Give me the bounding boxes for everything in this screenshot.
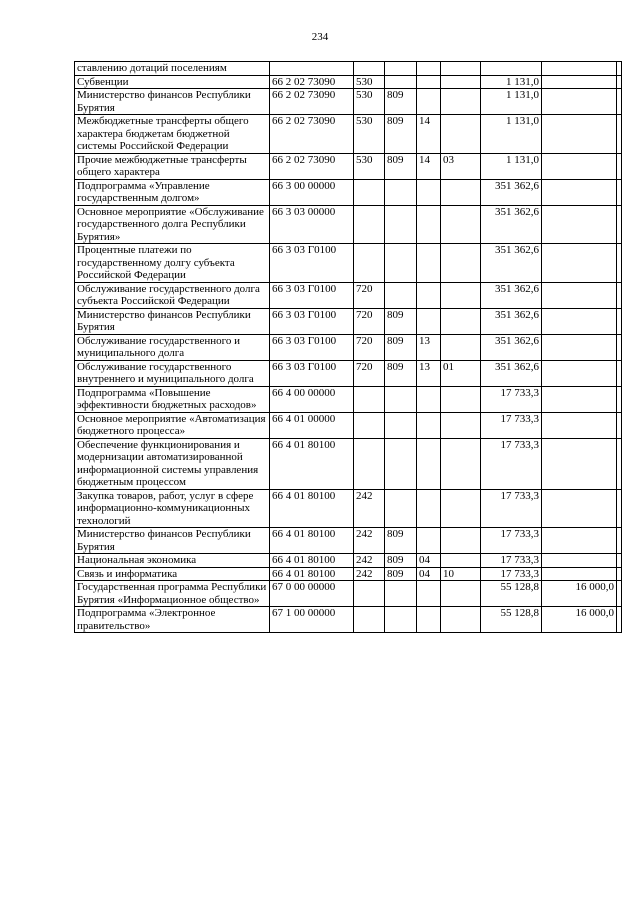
row-empty-cell <box>617 89 622 115</box>
row-code-cell: 66 2 02 73090 <box>270 115 354 154</box>
row-expense-type-cell: 720 <box>354 282 385 308</box>
row-section-cell <box>417 607 441 633</box>
row-section-cell <box>417 89 441 115</box>
row-empty-cell <box>617 554 622 568</box>
row-sum-cell: 17 733,3 <box>481 386 542 412</box>
row-section-cell: 04 <box>417 554 441 568</box>
row-subsection-cell <box>441 75 481 89</box>
row-section-cell <box>417 282 441 308</box>
row-code-cell: 66 4 00 00000 <box>270 386 354 412</box>
row-section-cell: 13 <box>417 334 441 360</box>
row-subsection-cell <box>441 89 481 115</box>
table-row <box>75 308 622 334</box>
row-ministry-cell <box>385 179 417 205</box>
row-empty-cell <box>617 607 622 633</box>
row-sum2-cell <box>542 386 617 412</box>
row-expense-type-cell: 242 <box>354 528 385 554</box>
row-subsection-cell <box>441 554 481 568</box>
row-name-cell: Обслуживание государственного внутреннего и муниципального долга <box>75 360 270 386</box>
row-empty-cell <box>617 334 622 360</box>
row-sum2-cell <box>542 308 617 334</box>
row-name-cell: Подпрограмма «Повышение эффективности бюджетных расходов» <box>75 386 270 412</box>
row-sum-cell: 55 128,8 <box>481 607 542 633</box>
row-name-cell: Субвенции <box>75 75 270 89</box>
row-name-cell: Связь и информатика <box>75 567 270 581</box>
row-name-cell: Обслуживание государственного долга субъекта Российской Федерации <box>75 282 270 308</box>
row-expense-type-cell <box>354 581 385 607</box>
row-name-cell: Национальная экономика <box>75 554 270 568</box>
row-code-cell: 66 2 02 73090 <box>270 89 354 115</box>
row-empty-cell <box>617 412 622 438</box>
row-code-cell: 66 4 01 80100 <box>270 528 354 554</box>
row-sum-cell: 17 733,3 <box>481 567 542 581</box>
budget-table <box>74 61 622 633</box>
row-ministry-cell <box>385 62 417 76</box>
row-name-cell: Министерство финансов Республики Бурятия <box>75 89 270 115</box>
table-row <box>75 205 622 244</box>
row-name-cell: Основное мероприятие «Автоматизация бюджетного процесса» <box>75 412 270 438</box>
row-name-cell: ставлению дотаций поселениям <box>75 62 270 76</box>
row-expense-type-cell <box>354 438 385 489</box>
row-subsection-cell <box>441 179 481 205</box>
row-sum2-cell <box>542 179 617 205</box>
row-section-cell <box>417 75 441 89</box>
table-row <box>75 282 622 308</box>
row-expense-type-cell <box>354 179 385 205</box>
row-sum2-cell <box>542 554 617 568</box>
row-sum2-cell <box>542 115 617 154</box>
row-sum-cell: 17 733,3 <box>481 489 542 528</box>
row-sum-cell <box>481 62 542 76</box>
table-row <box>75 62 622 76</box>
row-empty-cell <box>617 75 622 89</box>
row-section-cell <box>417 438 441 489</box>
row-name-cell: Закупка товаров, работ, услуг в сфере информационно-коммуникационных технологий <box>75 489 270 528</box>
row-section-cell <box>417 412 441 438</box>
row-sum-cell: 351 362,6 <box>481 205 542 244</box>
row-ministry-cell: 809 <box>385 567 417 581</box>
row-section-cell <box>417 581 441 607</box>
row-ministry-cell <box>385 75 417 89</box>
row-ministry-cell: 809 <box>385 89 417 115</box>
row-code-cell <box>270 62 354 76</box>
row-section-cell: 04 <box>417 567 441 581</box>
row-subsection-cell <box>441 282 481 308</box>
table-row <box>75 153 622 179</box>
row-empty-cell <box>617 244 622 283</box>
row-sum-cell: 351 362,6 <box>481 308 542 334</box>
row-section-cell <box>417 489 441 528</box>
row-sum-cell: 17 733,3 <box>481 438 542 489</box>
row-subsection-cell: 10 <box>441 567 481 581</box>
row-section-cell <box>417 308 441 334</box>
row-sum-cell: 351 362,6 <box>481 179 542 205</box>
row-code-cell: 66 4 01 80100 <box>270 567 354 581</box>
row-subsection-cell <box>441 386 481 412</box>
row-subsection-cell <box>441 438 481 489</box>
row-name-cell: Подпрограмма «Электронное правительство» <box>75 607 270 633</box>
row-section-cell: 14 <box>417 115 441 154</box>
row-ministry-cell <box>385 205 417 244</box>
row-ministry-cell <box>385 386 417 412</box>
row-ministry-cell <box>385 489 417 528</box>
budget-table-body <box>75 62 622 633</box>
row-empty-cell <box>617 62 622 76</box>
row-expense-type-cell <box>354 244 385 283</box>
row-subsection-cell <box>441 62 481 76</box>
row-sum-cell: 1 131,0 <box>481 75 542 89</box>
table-row <box>75 244 622 283</box>
row-code-cell: 66 4 01 80100 <box>270 438 354 489</box>
row-subsection-cell <box>441 244 481 283</box>
row-ministry-cell <box>385 282 417 308</box>
row-subsection-cell <box>441 489 481 528</box>
row-name-cell: Обслуживание государственного и муниципального долга <box>75 334 270 360</box>
table-row <box>75 115 622 154</box>
row-expense-type-cell: 242 <box>354 567 385 581</box>
row-empty-cell <box>617 581 622 607</box>
row-empty-cell <box>617 438 622 489</box>
table-row <box>75 334 622 360</box>
row-code-cell: 66 3 03 Г0100 <box>270 308 354 334</box>
row-sum2-cell <box>542 62 617 76</box>
row-sum2-cell <box>542 334 617 360</box>
row-ministry-cell: 809 <box>385 554 417 568</box>
row-sum-cell: 1 131,0 <box>481 89 542 115</box>
row-code-cell: 66 4 01 00000 <box>270 412 354 438</box>
row-sum-cell: 17 733,3 <box>481 554 542 568</box>
row-subsection-cell <box>441 115 481 154</box>
row-sum-cell: 55 128,8 <box>481 581 542 607</box>
row-ministry-cell <box>385 438 417 489</box>
row-ministry-cell <box>385 607 417 633</box>
row-ministry-cell: 809 <box>385 360 417 386</box>
row-expense-type-cell: 242 <box>354 489 385 528</box>
row-sum2-cell <box>542 528 617 554</box>
row-section-cell <box>417 205 441 244</box>
row-sum2-cell <box>542 153 617 179</box>
row-sum-cell: 1 131,0 <box>481 115 542 154</box>
row-name-cell: Основное мероприятие «Обслуживание государственного долга Республики Бурятия» <box>75 205 270 244</box>
row-expense-type-cell: 530 <box>354 153 385 179</box>
row-name-cell: Министерство финансов Республики Бурятия <box>75 528 270 554</box>
table-row <box>75 607 622 633</box>
table-row <box>75 554 622 568</box>
row-name-cell: Подпрограмма «Управление государственным долгом» <box>75 179 270 205</box>
row-sum2-cell <box>542 489 617 528</box>
row-subsection-cell <box>441 528 481 554</box>
row-empty-cell <box>617 282 622 308</box>
row-section-cell: 14 <box>417 153 441 179</box>
row-code-cell: 66 3 03 00000 <box>270 205 354 244</box>
row-ministry-cell: 809 <box>385 153 417 179</box>
row-ministry-cell <box>385 412 417 438</box>
row-sum-cell: 17 733,3 <box>481 412 542 438</box>
row-expense-type-cell: 530 <box>354 89 385 115</box>
row-empty-cell <box>617 528 622 554</box>
row-empty-cell <box>617 205 622 244</box>
row-expense-type-cell: 720 <box>354 334 385 360</box>
row-sum2-cell <box>542 75 617 89</box>
row-code-cell: 67 1 00 00000 <box>270 607 354 633</box>
row-code-cell: 66 2 02 73090 <box>270 75 354 89</box>
row-expense-type-cell: 242 <box>354 554 385 568</box>
row-code-cell: 67 0 00 00000 <box>270 581 354 607</box>
page-number: 234 <box>311 31 329 43</box>
row-empty-cell <box>617 360 622 386</box>
row-expense-type-cell: 530 <box>354 75 385 89</box>
row-subsection-cell <box>441 607 481 633</box>
row-section-cell <box>417 386 441 412</box>
table-row <box>75 412 622 438</box>
row-sum2-cell: 16 000,0 <box>542 607 617 633</box>
row-name-cell: Прочие межбюджетные трансферты общего характера <box>75 153 270 179</box>
row-ministry-cell: 809 <box>385 528 417 554</box>
row-expense-type-cell: 720 <box>354 360 385 386</box>
row-expense-type-cell <box>354 386 385 412</box>
row-subsection-cell <box>441 334 481 360</box>
table-row <box>75 528 622 554</box>
row-ministry-cell: 809 <box>385 308 417 334</box>
row-empty-cell <box>617 386 622 412</box>
row-sum-cell: 1 131,0 <box>481 153 542 179</box>
row-empty-cell <box>617 179 622 205</box>
row-code-cell: 66 2 02 73090 <box>270 153 354 179</box>
row-sum2-cell <box>542 244 617 283</box>
row-expense-type-cell: 720 <box>354 308 385 334</box>
row-section-cell <box>417 179 441 205</box>
row-sum2-cell <box>542 282 617 308</box>
row-subsection-cell <box>441 205 481 244</box>
row-code-cell: 66 3 00 00000 <box>270 179 354 205</box>
row-name-cell: Министерство финансов Республики Бурятия <box>75 308 270 334</box>
row-expense-type-cell <box>354 205 385 244</box>
row-ministry-cell <box>385 581 417 607</box>
row-sum-cell: 351 362,6 <box>481 360 542 386</box>
row-sum2-cell <box>542 205 617 244</box>
row-section-cell: 13 <box>417 360 441 386</box>
row-section-cell <box>417 244 441 283</box>
row-name-cell: Государственная программа Республики Бурятия «Информационное общество» <box>75 581 270 607</box>
table-row <box>75 89 622 115</box>
row-subsection-cell: 01 <box>441 360 481 386</box>
row-ministry-cell <box>385 244 417 283</box>
row-name-cell: Процентные платежи по государственному долгу субъекта Российской Федерации <box>75 244 270 283</box>
table-row <box>75 75 622 89</box>
table-row <box>75 360 622 386</box>
row-empty-cell <box>617 308 622 334</box>
row-empty-cell <box>617 153 622 179</box>
row-code-cell: 66 3 03 Г0100 <box>270 244 354 283</box>
row-ministry-cell: 809 <box>385 334 417 360</box>
row-subsection-cell <box>441 308 481 334</box>
row-sum2-cell <box>542 360 617 386</box>
table-row <box>75 386 622 412</box>
row-subsection-cell <box>441 412 481 438</box>
row-name-cell: Обеспечение функционирования и модернизации автоматизированной информационной системы управления бюджетным процессом <box>75 438 270 489</box>
row-sum2-cell <box>542 567 617 581</box>
row-expense-type-cell <box>354 62 385 76</box>
row-empty-cell <box>617 489 622 528</box>
row-name-cell: Межбюджетные трансферты общего характера бюджетам бюджетной системы Российской Федерации <box>75 115 270 154</box>
row-subsection-cell: 03 <box>441 153 481 179</box>
table-row <box>75 567 622 581</box>
table-row <box>75 438 622 489</box>
row-section-cell <box>417 528 441 554</box>
table-row <box>75 179 622 205</box>
row-expense-type-cell <box>354 412 385 438</box>
row-expense-type-cell: 530 <box>354 115 385 154</box>
table-row <box>75 581 622 607</box>
row-subsection-cell <box>441 581 481 607</box>
row-ministry-cell: 809 <box>385 115 417 154</box>
row-sum2-cell <box>542 438 617 489</box>
row-code-cell: 66 3 03 Г0100 <box>270 334 354 360</box>
row-sum-cell: 351 362,6 <box>481 282 542 308</box>
row-section-cell <box>417 62 441 76</box>
row-code-cell: 66 4 01 80100 <box>270 554 354 568</box>
row-sum-cell: 17 733,3 <box>481 528 542 554</box>
row-sum-cell: 351 362,6 <box>481 244 542 283</box>
row-expense-type-cell <box>354 607 385 633</box>
row-sum2-cell <box>542 412 617 438</box>
row-sum2-cell: 16 000,0 <box>542 581 617 607</box>
row-code-cell: 66 3 03 Г0100 <box>270 360 354 386</box>
row-sum2-cell <box>542 89 617 115</box>
row-empty-cell <box>617 567 622 581</box>
row-code-cell: 66 3 03 Г0100 <box>270 282 354 308</box>
row-code-cell: 66 4 01 80100 <box>270 489 354 528</box>
row-empty-cell <box>617 115 622 154</box>
table-row <box>75 489 622 528</box>
row-sum-cell: 351 362,6 <box>481 334 542 360</box>
